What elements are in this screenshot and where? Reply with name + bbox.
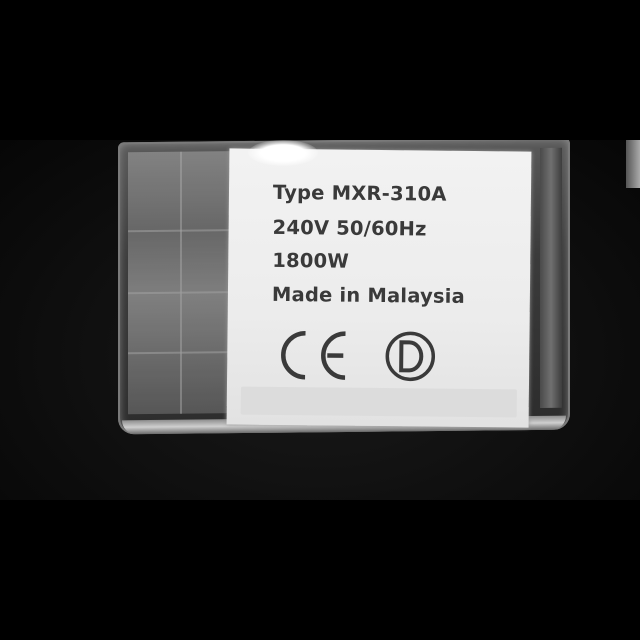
certification-marks [277, 327, 448, 385]
label-voltage-line: 240V 50/60Hz [272, 215, 427, 241]
photo-area [0, 140, 640, 500]
background-object [626, 140, 640, 188]
d-mark-icon [387, 333, 433, 379]
light-glare [248, 140, 318, 166]
case-inner-panel [128, 151, 232, 414]
ce-mark-icon [283, 333, 345, 378]
label-bottom-strip [241, 387, 517, 418]
panel-grid-line [180, 152, 182, 414]
label-type-line: Type MXR-310A [272, 180, 447, 206]
case-right-edge [540, 148, 562, 408]
label-origin-line: Made in Malaysia [271, 282, 466, 308]
label-power-line: 1800W [272, 248, 350, 273]
rating-label [227, 148, 532, 427]
